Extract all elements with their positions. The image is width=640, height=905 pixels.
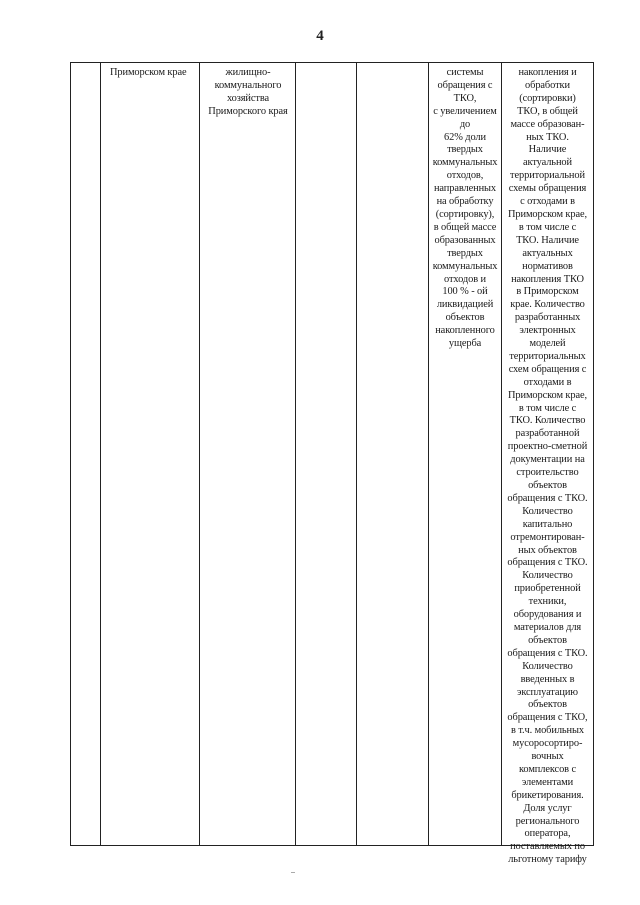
column-divider-4 xyxy=(356,63,357,845)
cell-indicators: накопления и обработки (сортировки) ТКО, в общей массе образован- ных ТКО. Наличие актуальной территориальной схемы обращения с отходами в Приморском крае, в том числе с ТКО. Наличие актуальных нормативов накопления ТКО в Приморском крае. Количество разработанных электронных моделей территориальных схем обращения с отходами в Приморском крае, в том числе с ТКО. Количество разработанной проектно-сметной документации на строительство объектов обращения с ТКО. Количество капитально отремонтирован- ных объектов обращения с ТКО. Количество приобретенной техники, оборудования и материалов для объектов обращения с ТКО. Количество введенных в эксплуатацию объектов обращения с ТКО, в т.ч. мобильных мусоросортиро- вочных комплексов с элементами брикетирования. Доля услуг регионального оператора, поставляемых по льготному тарифу xyxy=(507,67,588,866)
column-divider-3 xyxy=(295,63,296,845)
cell-goal: системы обращения с ТКО, с увеличением до 62% доли твердых коммунальных отходов, направленных на обработку (сортировку), в общей массе образованных твердых коммунальных отходов и 100 % - ой ликвидацией объектов накопленного ущерба xyxy=(432,67,498,350)
scan-mark xyxy=(291,872,295,873)
cell-region: Приморском крае xyxy=(110,67,187,78)
cell-executor: жилищно- коммунального хозяйства Приморского края xyxy=(208,67,288,117)
page-number: 4 xyxy=(316,28,324,44)
column-divider-1 xyxy=(100,63,101,845)
data-table xyxy=(70,62,594,866)
column-divider-2 xyxy=(199,63,200,845)
